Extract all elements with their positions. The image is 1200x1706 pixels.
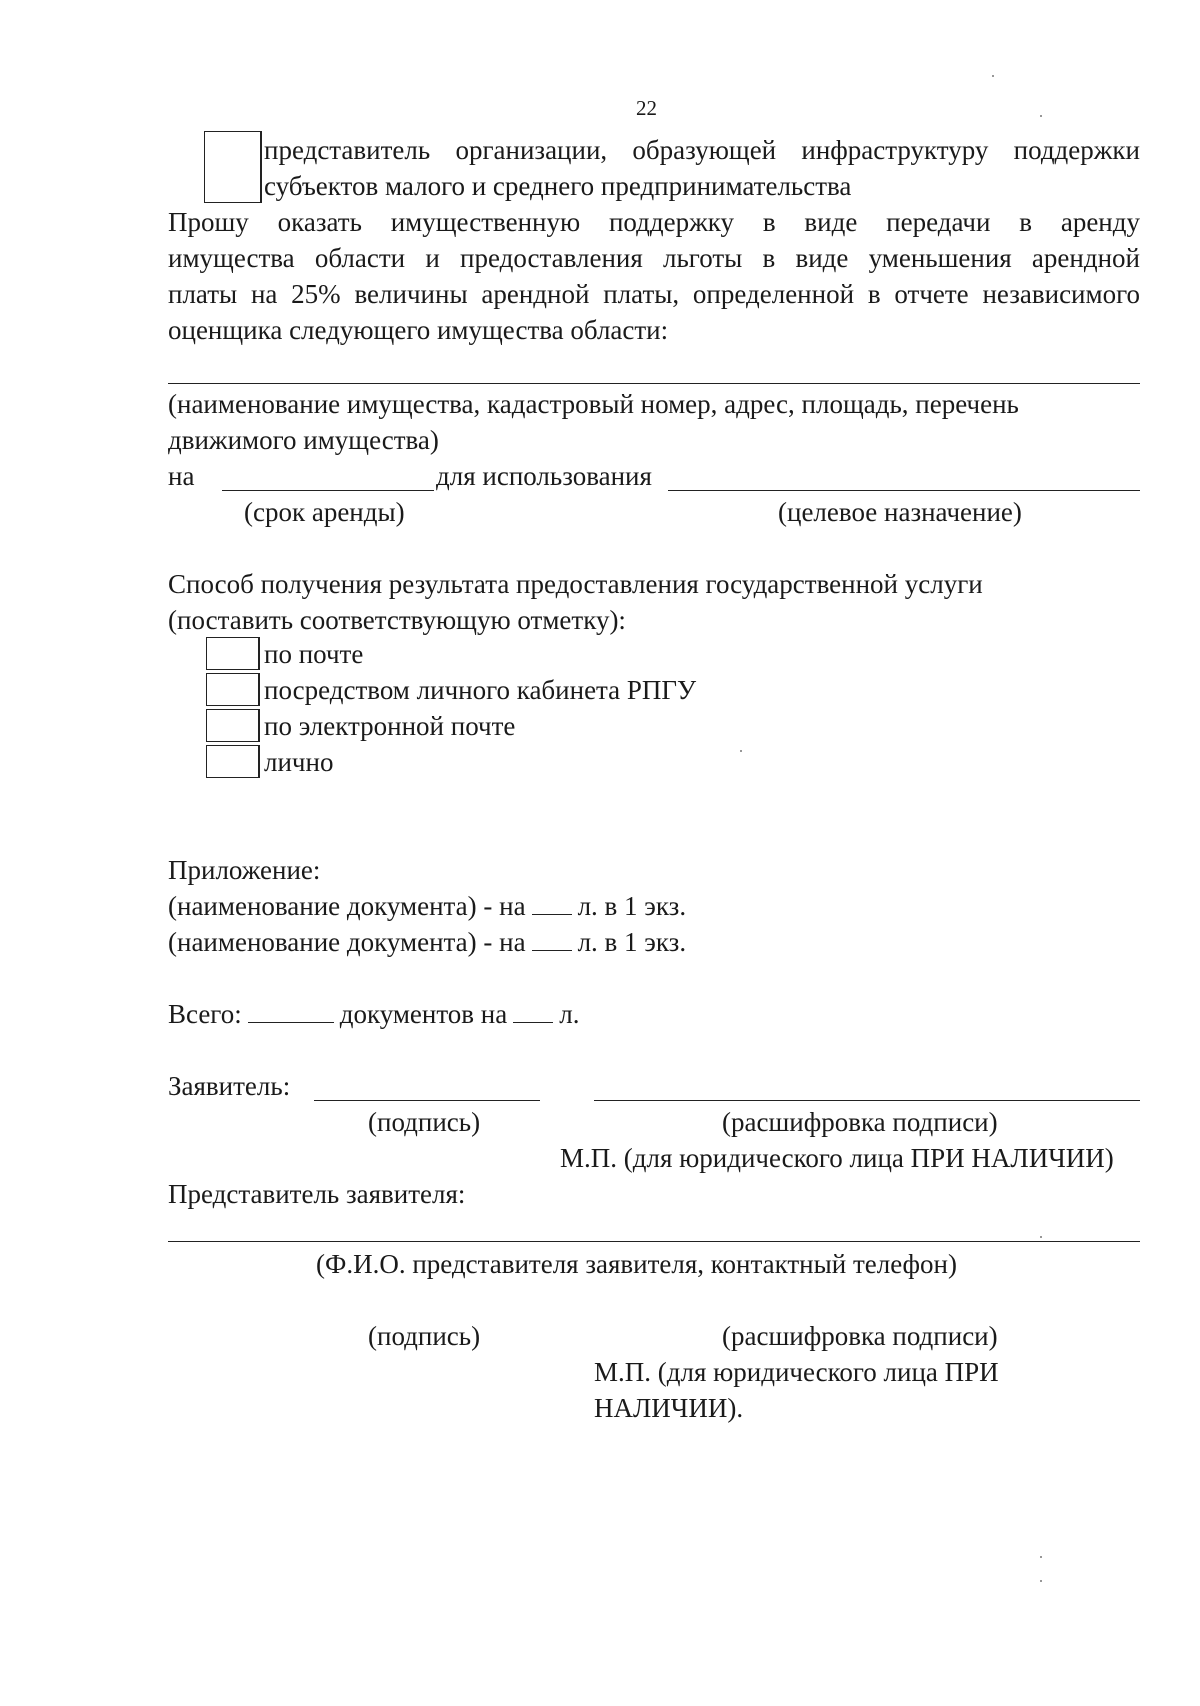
delivery-heading-line2: (поставить соответствующую отметку): (168, 605, 626, 635)
representative-name-field[interactable] (168, 1241, 1140, 1242)
representative-name-caption: (Ф.И.О. представителя заявителя, контактный телефон) (316, 1249, 957, 1279)
applicant-label: Заявитель: (168, 1071, 291, 1101)
total-docs-label: документов на (339, 999, 508, 1029)
total-docs-field[interactable] (248, 996, 334, 1023)
applicant-seal-note: М.П. (для юридического лица ПРИ НАЛИЧИИ) (560, 1143, 1114, 1173)
representative-seal-note-line1: М.П. (для юридического лица ПРИ (594, 1357, 999, 1387)
scan-speck (1040, 1236, 1042, 1238)
property-caption-line2: движимого имущества) (168, 425, 439, 455)
delivery-checkbox-in-person[interactable] (206, 745, 260, 778)
property-caption-line1: (наименование имущества, кадастровый номер, адрес, площадь, перечень (168, 389, 1019, 419)
attachment-sheets-field[interactable] (532, 888, 572, 915)
purpose-field[interactable] (668, 490, 1140, 491)
applicant-type-option-line2: субъектов малого и среднего предпринимательства (264, 171, 852, 201)
attachment-suffix: л. в 1 экз. (577, 927, 687, 957)
request-line: Прошу оказать имущественную поддержку в виде передачи в аренду (168, 207, 1140, 237)
lease-on-label: на (168, 461, 195, 491)
attachment-item (168, 924, 686, 960)
attachment-name: (наименование документа) - на (168, 891, 526, 921)
lease-term-field[interactable] (222, 490, 434, 491)
applicant-signature-field[interactable] (314, 1100, 540, 1101)
applicant-signature-caption: (подпись) (368, 1107, 481, 1137)
for-use-label: для использования (436, 461, 652, 491)
scan-speck (740, 750, 742, 752)
delivery-checkbox-portal[interactable] (206, 673, 260, 706)
representative-transcript-caption: (расшифровка подписи) (722, 1321, 998, 1351)
attachment-item (168, 888, 686, 924)
applicant-type-option-line1: представитель организации, образующей инфраструктуру поддержки (264, 135, 1140, 165)
total-sheets-label: л. (559, 999, 580, 1029)
total-sheets-field[interactable] (513, 996, 553, 1023)
attachment-suffix: л. в 1 экз. (577, 891, 687, 921)
representative-label: Представитель заявителя: (168, 1179, 466, 1209)
delivery-checkbox-email[interactable] (206, 709, 260, 742)
delivery-option-portal: посредством личного кабинета РПГУ (264, 675, 697, 705)
request-line: имущества области и предоставления льготы в виде уменьшения арендной (168, 243, 1140, 273)
purpose-caption: (целевое назначение) (778, 497, 1022, 527)
delivery-option-in-person: лично (264, 747, 334, 777)
representative-signature-caption: (подпись) (368, 1321, 481, 1351)
scan-speck (992, 75, 994, 77)
total-label: Всего: (168, 999, 242, 1029)
request-line: платы на 25% величины арендной платы, определенной в отчете независимого (168, 279, 1140, 309)
request-paragraph (168, 204, 1140, 348)
request-last-line: оценщика следующего имущества области: (168, 315, 669, 345)
delivery-heading-line1: Способ получения результата предоставления государственной услуги (168, 569, 983, 599)
page-number: 22 (636, 96, 657, 120)
applicant-transcript-field[interactable] (594, 1100, 1140, 1101)
scan-speck (1040, 1556, 1042, 1558)
delivery-checkbox-mail[interactable] (206, 637, 260, 670)
applicant-transcript-caption: (расшифровка подписи) (722, 1107, 998, 1137)
attachment-name: (наименование документа) - на (168, 927, 526, 957)
property-name-field[interactable] (168, 383, 1140, 384)
representative-seal-note-line2: НАЛИЧИИ). (594, 1393, 744, 1423)
total-row (168, 996, 579, 1032)
lease-term-caption: (срок аренды) (244, 497, 405, 527)
scan-speck (1040, 1580, 1042, 1582)
delivery-option-mail: по почте (264, 639, 364, 669)
attachment-sheets-field[interactable] (532, 924, 572, 951)
attachments-heading: Приложение: (168, 855, 321, 885)
applicant-type-checkbox[interactable] (204, 131, 262, 203)
delivery-option-email: по электронной почте (264, 711, 516, 741)
scan-speck (1040, 115, 1042, 117)
